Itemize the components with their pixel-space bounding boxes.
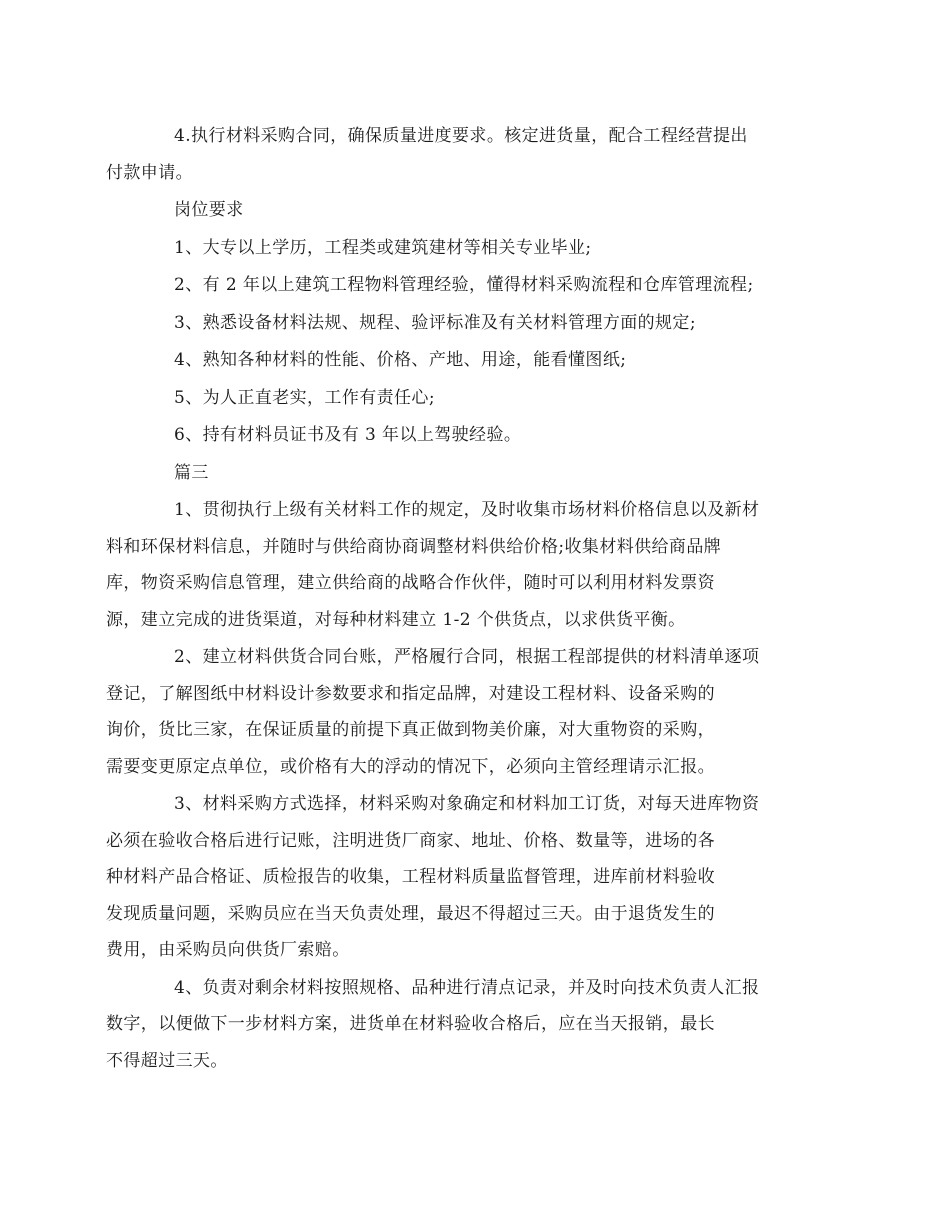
text-line: 1、大专以上学历，工程类或建筑建材等相关专业毕业; [174,237,592,258]
heading-text: 岗位要求 [174,200,244,220]
text-line: 需要变更原定点单位，或价格有大的浮动的情况下，必须向主管经理请示汇报。 [106,756,715,777]
requirement-item-5 [140,380,810,417]
text-line: 5、为人正直老实，工作有责任心; [174,387,435,408]
text-line: 4、负责对剩余材料按照规格、品种进行清点记录，并及时向技术负责人汇报 [174,977,760,998]
text-line: 不得超过三天。 [106,1050,228,1071]
text-line: 4、熟知各种材料的性能、价格、产地、用途，能看懂图纸; [174,350,627,370]
text-line: 2、有 2 年以上建筑工程物料管理经验，懂得材料采购流程和仓库管理流程; [174,275,754,295]
duty-paragraph-3 [106,786,810,969]
duty-paragraph-1 [106,492,810,638]
requirement-item-4 [140,342,810,379]
requirement-item-3 [140,305,810,342]
text-line: 3、材料采购方式选择，材料采购对象确定和材料加工订货，对每天进库物资 [174,794,760,814]
duty-paragraph-2 [106,639,810,785]
text-line: 费用，由采购员向供货厂索赔。 [106,940,350,960]
text-line: 4.执行材料采购合同，确保质量进度要求。核定进货量，配合工程经营提出 [174,126,748,146]
heading-text: 篇三 [174,462,209,483]
text-line: 付款申请。 [106,162,193,183]
text-line: 源，建立完成的进货渠道，对每种材料建立 1-2 个供货点，以求供货平衡。 [106,609,686,630]
text-line: 数字，以便做下一步材料方案，进货单在材料验收合格后，应在当天报销，最长 [106,1014,715,1034]
text-line: 询价，货比三家，在保证质量的前提下真正做到物美价廉，对大重物资的采购， [106,720,715,740]
text-line: 6、持有材料员证书及有 3 年以上驾驶经验。 [174,425,522,445]
text-line: 发现质量问题，采购员应在当天负责处理，最迟不得超过三天。由于退货发生的 [106,903,715,924]
text-line: 库，物资采购信息管理，建立供给商的战略合作伙伴，随时可以利用材料发票资 [106,573,715,593]
text-line: 必须在验收合格后进行记账，注明进货厂商家、地址、价格、数量等，进场的各 [106,830,715,851]
requirement-item-2 [140,267,810,304]
text-line: 1、贯彻执行上级有关材料工作的规定，及时收集市场材料价格信息以及新材 [174,500,760,520]
text-line: 2、建立材料供货合同台账，严格履行合同，根据工程部提供的材料清单逐项 [174,647,760,667]
paragraph-contract-execution [106,118,810,191]
duty-paragraph-4 [106,970,810,1080]
requirement-item-6 [140,417,810,454]
text-line: 3、熟悉设备材料法规、规程、验评标准及有关材料管理方面的规定; [174,312,696,333]
section-heading-part-three [140,455,810,492]
requirement-item-1 [140,230,810,267]
text-line: 种材料产品合格证、质检报告的收集，工程材料质量监督管理，进库前材料验收 [106,867,715,887]
text-line: 料和环保材料信息，并随时与供给商协商调整材料供给价格;收集材料供给商品牌 [106,536,722,557]
text-line: 登记，了解图纸中材料设计参数要求和指定品牌，对建设工程材料、设备采购的 [106,683,715,704]
section-heading-job-requirements [140,192,810,229]
